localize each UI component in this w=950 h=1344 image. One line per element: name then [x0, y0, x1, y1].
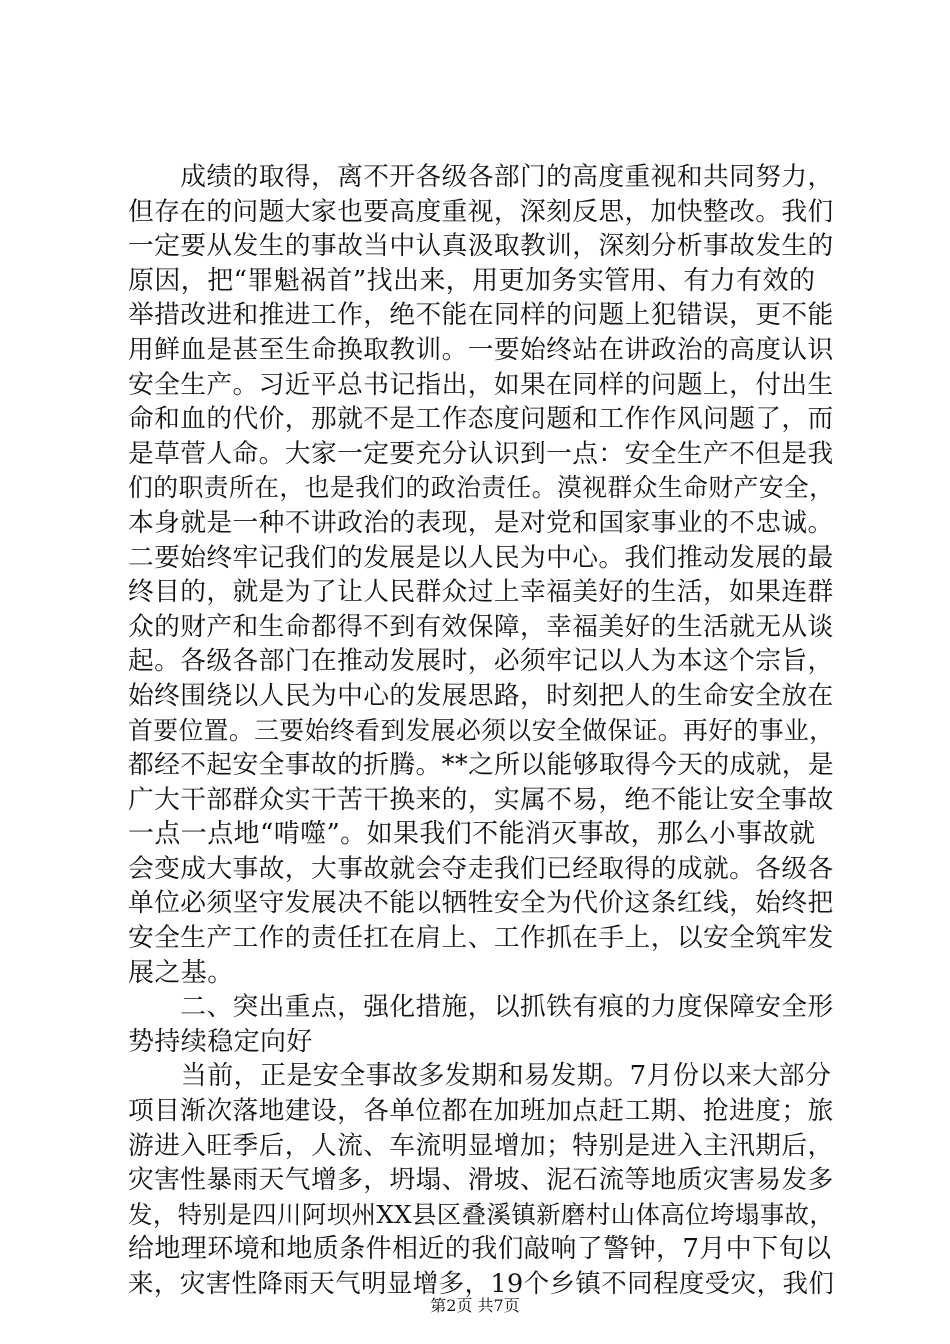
text-line: 终目的，就是为了让人民群众过上幸福美好的生活，如果连群 [128, 577, 834, 608]
text-line: 给地理环境和地质条件相近的我们敲响了警钟，7月中下旬以 [128, 1234, 832, 1265]
text-line: 项目渐次落地建设，各单位都在加班加点赶工期、抢进度；旅 [128, 1096, 834, 1127]
text-line: 本身就是一种不讲政治的表现，是对党和国家事业的不忠诚。 [128, 507, 834, 538]
text-line: 二要始终牢记我们的发展是以人民为中心。我们推动发展的最 [128, 542, 834, 573]
text-line: 发，特别是四川阿坝州XX县区叠溪镇新磨村山体高位垮塌事故， [128, 1199, 835, 1229]
text-line: 会变成大事故，大事故就会夺走我们已经取得的成就。各级各 [128, 853, 834, 884]
text-line: 游进入旺季后，人流、车流明显增加；特别是进入主汛期后， [128, 1130, 834, 1161]
document-body [128, 160, 834, 1302]
text-line: 原因，把“罪魁祸首”找出来，用更加务实管用、有力有效的 [128, 265, 816, 296]
text-line: 来，灾害性降雨天气明显增多，19个乡镇不同程度受灾，我们 [128, 1269, 835, 1299]
text-line: 二、突出重点，强化措施，以抓铁有痕的力度保障安全形 [128, 992, 834, 1023]
text-line: 用鲜血是甚至生命换取教训。一要始终站在讲政治的高度认识 [128, 334, 834, 365]
page-footer: 第2页 共7页 [430, 1296, 520, 1315]
text-line: 灾害性暴雨天气增多，坍塌、滑坡、泥石流等地质灾害易发多 [128, 1165, 834, 1196]
text-line: 广大干部群众实干苦干换来的，实属不易，绝不能让安全事故 [128, 784, 834, 815]
text-line: 安全生产工作的责任扛在肩上、工作抓在手上，以安全筑牢发 [128, 923, 834, 954]
text-line: 但存在的问题大家也要高度重视，深刻反思，加快整改。我们 [128, 196, 834, 227]
text-line: 展之基。 [128, 957, 234, 988]
text-line: 众的财产和生命都得不到有效保障，幸福美好的生活就无从谈 [128, 611, 834, 642]
text-line: 是草菅人命。大家一定要充分认识到一点：安全生产不但是我 [128, 438, 834, 469]
text-line: 们的职责所在，也是我们的政治责任。漠视群众生命财产安全， [128, 473, 835, 503]
text-line: 势持续稳定向好 [128, 1026, 313, 1057]
text-line: 一定要从发生的事故当中认真汲取教训，深刻分析事故发生的 [128, 231, 834, 262]
text-line: 举措改进和推进工作，绝不能在同样的问题上犯错误，更不能 [128, 300, 834, 331]
text-line: 首要位置。三要始终看到发展必须以安全做保证。再好的事业， [128, 715, 835, 745]
text-line: 成绩的取得，离不开各级各部门的高度重视和共同努力， [128, 162, 834, 192]
text-line: 命和血的代价，那就不是工作态度问题和工作作风问题了，而 [128, 404, 834, 435]
text-line: 始终围绕以人民为中心的发展思路，时刻把人的生命安全放在 [128, 680, 834, 711]
text-line: 单位必须坚守发展决不能以牺牲安全为代价这条红线，始终把 [128, 888, 834, 919]
text-line: 都经不起安全事故的折腾。**之所以能够取得今天的成就，是 [128, 750, 835, 781]
text-line: 安全生产。习近平总书记指出，如果在同样的问题上，付出生 [128, 369, 834, 400]
text-line: 当前，正是安全事故多发期和易发期。7月份以来大部分 [128, 1061, 832, 1092]
text-line: 一点一点地“啃噬”。如果我们不能消灭事故，那么小事故就 [128, 819, 816, 850]
text-line: 起。各级各部门在推动发展时，必须牢记以人为本这个宗旨， [128, 646, 834, 677]
